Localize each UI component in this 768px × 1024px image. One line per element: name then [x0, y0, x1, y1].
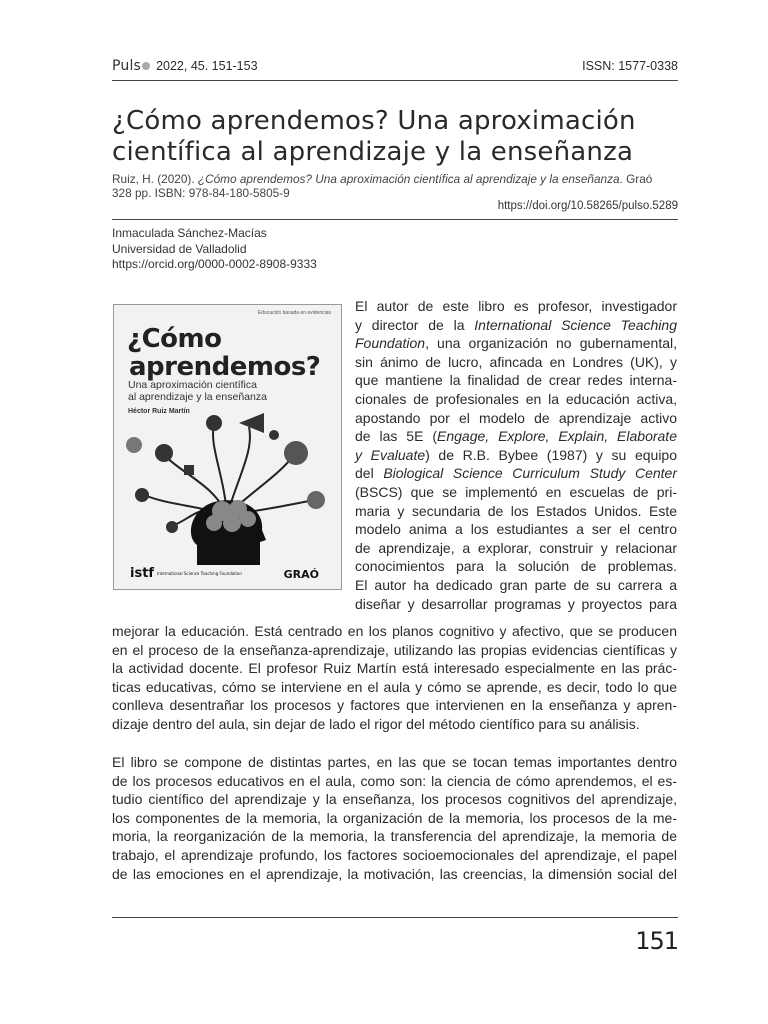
- text-line: y Evaluate) de R.B. Bybee (1987) y su equipo: [355, 446, 678, 463]
- text-line: diseñar y desarrollar programas y proyectos para: [355, 595, 677, 612]
- cover-title-line: ¿Cómo: [127, 324, 222, 354]
- text-line: y director de la International Science Teaching: [355, 316, 677, 333]
- title-line: ¿Cómo aprendemos? Una aproximación: [112, 106, 636, 136]
- journal-logo: Puls: [112, 58, 142, 74]
- paragraph-2: [112, 622, 677, 734]
- text-line: del Biological Science Curriculum Study Center: [355, 465, 677, 482]
- cover-illustration: [114, 405, 341, 565]
- text-line: ticas educativas, cómo se interviene en el aula y cómo se aprende, es decir, todo lo que: [112, 678, 677, 695]
- footer-rule: [112, 917, 678, 918]
- citation-line2: 328 pp. ISBN: 978-84-180-5805-9: [112, 186, 290, 200]
- author-affiliation: Universidad de Valladolid: [112, 241, 247, 256]
- text-line: (BSCS) que se implementó en escuelas de pri-: [355, 483, 677, 500]
- text-line: maria y secundaria de los Estados Unidos. Este: [355, 502, 677, 519]
- text-line: cionales de profesionales en la educación activa,: [355, 390, 677, 407]
- text-line: trabajo, el aprendizaje profundo, los factores socioemocionales del aprendizaje, el papel: [112, 846, 677, 863]
- page-number: 151: [635, 927, 678, 955]
- text-line: apostando por el modelo de aprendizaje activo: [355, 409, 677, 426]
- citation-suffix: . Graó: [619, 172, 653, 186]
- text-line: Foundation, una organización no gubernamental,: [355, 335, 677, 352]
- text-line: conocimientos para la solución de problemas.: [355, 558, 677, 575]
- citation-prefix: Ruiz, H. (2020).: [112, 172, 198, 186]
- cover-title-line: aprendemos?: [129, 352, 321, 382]
- text-line: que mantiene la finalidad de crear redes interna-: [355, 372, 677, 389]
- istf-small: International Science Teaching Foundation: [157, 571, 242, 576]
- running-header: [112, 58, 678, 81]
- text-line: moria, la reorganización de la memoria, la transferencia del aprendizaje, la memoria de: [112, 828, 677, 845]
- text-line: de las 5E (Engage, Explore, Explain, Elaborate: [355, 428, 677, 445]
- text-line: dizaje dentro del aula, sin dejar de lado el rigor del método científico para su análisis.: [112, 715, 640, 732]
- divider: [112, 219, 678, 220]
- text-line: El libro se compone de distintas partes, en las que se tocan temas importantes dentro: [112, 754, 677, 770]
- text-line: de aprendizaje, a explorar, construir y relacionar: [355, 539, 677, 556]
- doi-link[interactable]: https://doi.org/10.58265/pulso.5289: [497, 200, 678, 212]
- citation: [112, 172, 682, 200]
- text-line: mejorar la educación. Está centrado en los planos cognitivo y afectivo, que se producen: [112, 623, 677, 639]
- cover-author: Héctor Ruiz Martín: [128, 408, 190, 415]
- author-orcid[interactable]: https://orcid.org/0000-0002-8908-9333: [112, 257, 317, 271]
- text-line: los componentes de la memoria, la organización de la memoria, los procesos de la me-: [112, 809, 677, 826]
- issue-info: 2022, 45. 151-153: [156, 59, 258, 73]
- paragraph-3: [112, 753, 677, 883]
- author-name: Inmaculada Sánchez-Macías: [112, 226, 267, 240]
- book-cover: [113, 304, 342, 590]
- istf-label: istf: [130, 566, 155, 581]
- text-line: tudio científico del aprendizaje y la enseñanza, los procesos cognitivos del aprendizaje,: [112, 791, 677, 808]
- cover-subtitle: [128, 379, 267, 403]
- cover-subtitle-line: al aprendizaje y la enseñanza: [128, 391, 267, 403]
- text-line: de las emociones en el aprendizaje, la motivación, las creencias, la dimensión social del: [112, 865, 677, 882]
- journal-info: [112, 58, 258, 74]
- cover-subtitle-line: Una aproximación científica: [128, 379, 257, 391]
- cover-grao-logo: GRAÓ: [283, 568, 319, 581]
- text-line: sin ánimo de lucro, afincada en Londres (UK), y: [355, 353, 677, 370]
- text-line: modelo anima a los estudiantes a ser el centro: [355, 521, 677, 538]
- logo-dot-icon: [142, 62, 150, 70]
- text-line: la actividad docente. El profesor Ruiz Martín está interesado especialmente en las prác-: [112, 660, 677, 677]
- issn: ISSN: 1577-0338: [582, 59, 678, 73]
- text-line: conlleva desentrañar los procesos y factores que intervienen en la enseñanza y apren-: [112, 697, 677, 714]
- cover-istf-logo: [130, 566, 242, 581]
- cover-title: [127, 325, 320, 381]
- author-block: [112, 226, 317, 273]
- page-title: [112, 106, 692, 168]
- text-line: en el proceso de la enseñanza-aprendizaje, utilizando las propias evidencias científicas y: [112, 641, 677, 658]
- citation-book-title: ¿Cómo aprendemos? Una aproximación científica al aprendizaje y la enseñanza: [197, 172, 620, 186]
- paragraph-1: [355, 297, 677, 613]
- text-line: El autor de este libro es profesor, investigador: [355, 298, 677, 314]
- text-line: de los procesos educativos en el aula, como son: la ciencia de cómo aprendemos, el es-: [112, 772, 677, 789]
- cover-series: Educación basada en evidencias: [257, 310, 331, 316]
- text-line: El autor ha dedicado gran parte de su carrera a: [355, 576, 677, 593]
- title-line: científica al aprendizaje y la enseñanza: [112, 137, 634, 167]
